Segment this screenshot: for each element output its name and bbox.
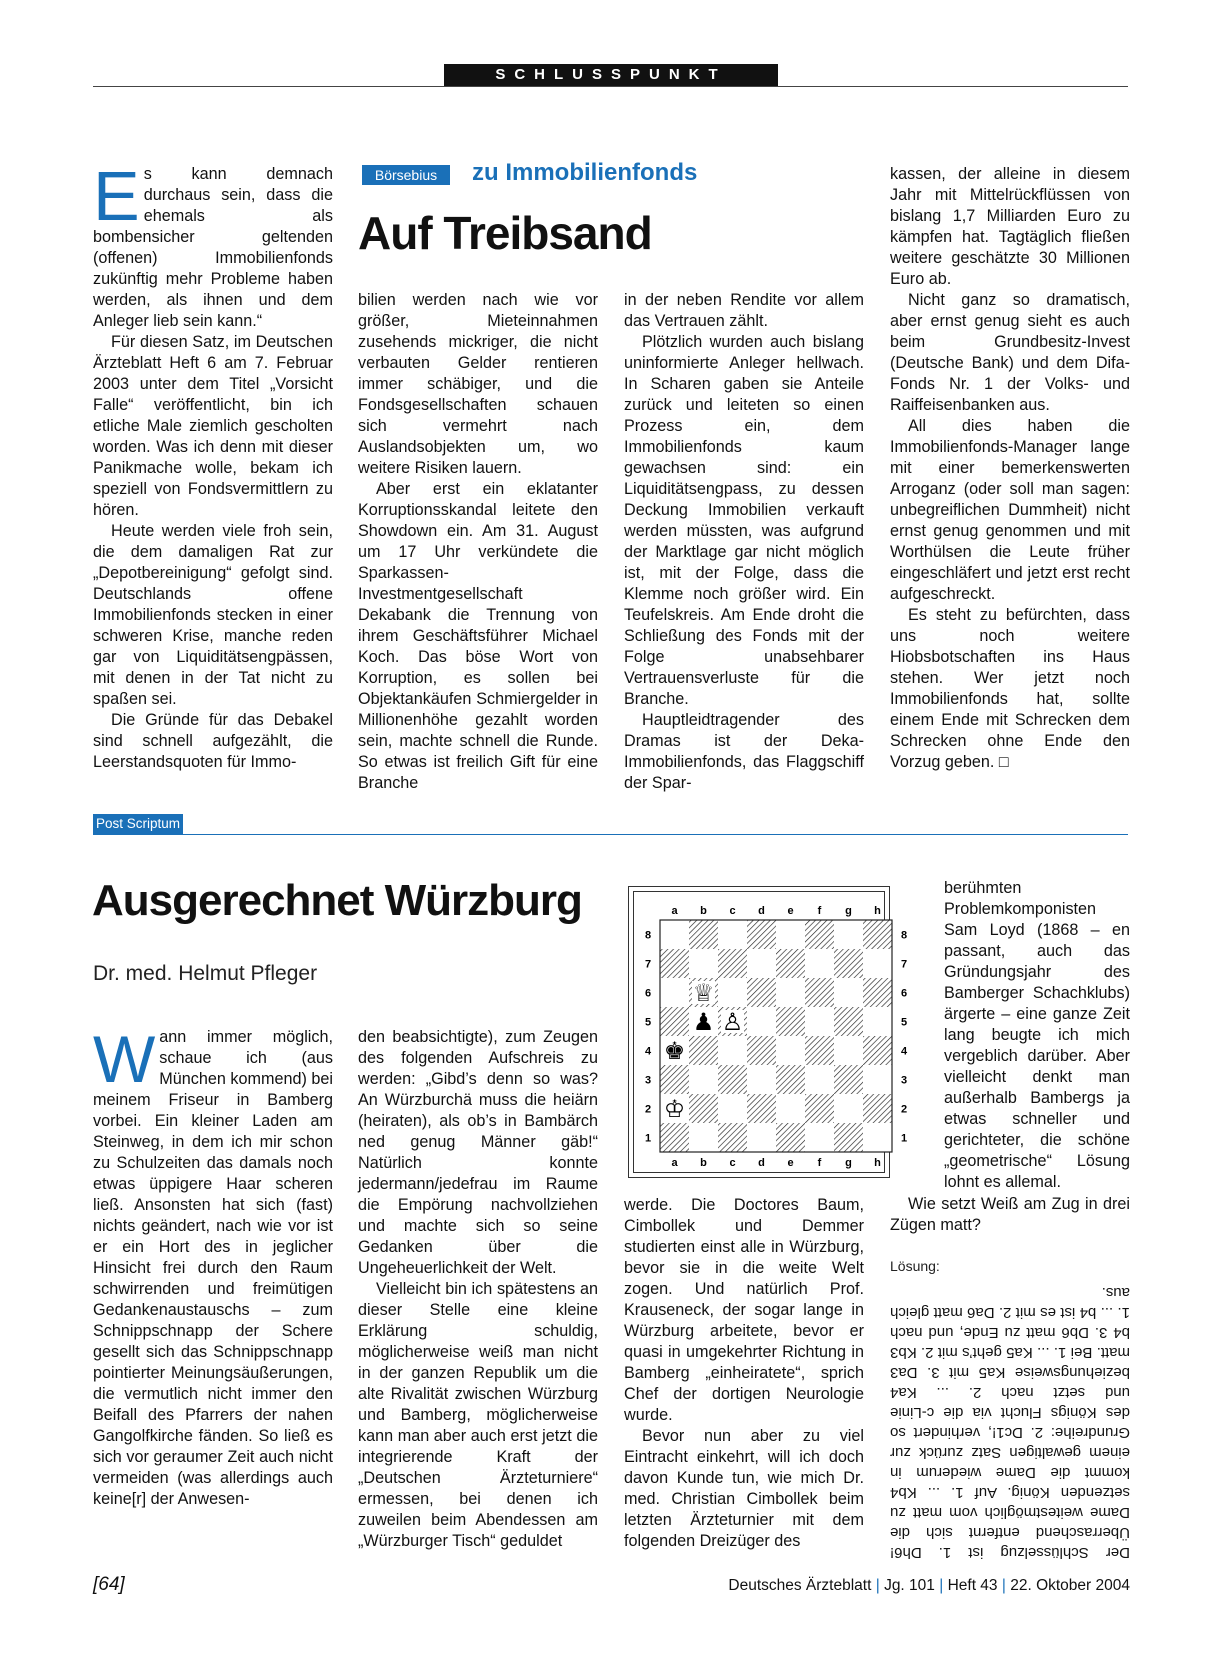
article1-col1	[93, 157, 333, 773]
footer-volume: Jg. 101	[884, 1577, 935, 1594]
footer-date: 22. Oktober 2004	[1010, 1577, 1130, 1594]
board-square	[863, 1007, 892, 1036]
board-square	[776, 949, 805, 978]
paragraph: berühmten Problemkomponisten Sam Loyd (1868 – en passant, auch das Gründungsjahr des Bamberger Schachklubs) ärgerte – eine ganze Zeit lang beugte ich mich vergeblich darüber. Aber vielleicht denkt man außerhalb Bambergs ja etwas schneller und gerichteter, die schöne „geometrische“ Lösung lohnt es allemal.	[944, 879, 1130, 1191]
article2-rule	[93, 834, 1128, 835]
footer-issue: Heft 43	[947, 1577, 998, 1594]
board-square	[689, 1094, 718, 1123]
board-square	[718, 1065, 747, 1094]
board-square	[660, 1065, 689, 1094]
paragraph: Nicht ganz so dramatisch, aber ernst genug sieht es auch beim Grundbesitz-Invest (Deutsche Bank) und dem Difa-Fonds Nr. 1 der Volks- und Raiffeisenbanken aus.	[890, 291, 1130, 414]
rank-label: 2	[644, 1103, 652, 1116]
article1-kicker: zu Immobilienfonds	[472, 159, 698, 186]
board-square	[660, 920, 689, 949]
white-king-icon: ♔	[663, 1095, 686, 1123]
solution-label: Lösung:	[890, 1258, 940, 1274]
file-label: d	[758, 905, 765, 917]
file-label: c	[729, 1157, 736, 1169]
board-square	[805, 1065, 834, 1094]
paragraph: in der neben Rendite vor allem das Vertrauen zählt.	[624, 291, 864, 330]
file-label: d	[758, 1157, 765, 1169]
board-square	[747, 1123, 776, 1152]
board-square	[776, 920, 805, 949]
board-square	[747, 1007, 776, 1036]
footer-sep: |	[1001, 1577, 1011, 1594]
footer-journal: Deutsches Ärzteblatt	[728, 1577, 872, 1594]
board-square	[834, 1123, 863, 1152]
paragraph: werde. Die Doctores Baum, Cimbollek und Demmer studierten einst alle in Würzburg, bevor sie in die weite Welt zogen. Und natürlich Prof. Krauseneck, der sogar lange in Würzburg arbeitete, bevor er quasi in umgekehrter Richtung in Bamberg „einheiratete“, sprich Chef der dortigen Neurologie wurde.	[624, 1196, 864, 1424]
board-square	[660, 1007, 689, 1036]
paragraph: Wie setzt Weiß am Zug in drei Zügen matt?	[890, 1195, 1130, 1234]
rank-label: 3	[900, 1074, 908, 1087]
paragraph: Plötzlich wurden auch bislang uninformierte Anleger hellwach. In Scharen gaben sie Anteile zurück und leiteten so einen Prozess ein, dem Immobilienfonds kaum gewachsen sind: ein Liquiditätsengpass, zu dessen Deckung Immobilien verkauft werden müssten, was aufgrund der Marktlage gar nicht möglich ist, mit der Folge, dass die Klemme noch größer wird. Ein Teufelskreis. Am Ende droht die Schließung des Fonds mit der Folge unabsehbarer Vertrauensverluste für die Branche.	[624, 333, 864, 708]
paragraph: Bevor nun aber zu viel Eintracht einkehrt, will ich doch davon Kunde tun, wie mich Dr. med. Christian Cimbollek beim letzten Ärzteturnier mit dem folgenden Dreizüger des	[624, 1427, 864, 1550]
board-square	[776, 1123, 805, 1152]
board-square	[776, 1007, 805, 1036]
rank-label: 8	[900, 929, 908, 942]
paragraph: Aber erst ein eklatanter Korruptionsskandal leitete den Showdown ein. Am 31. August um 17 Uhr verkündete die Sparkassen-Investmentgesellschaft Dekabank die Trennung von ihrem Geschäftsführer Michael Koch. Das böse Wort von Korruption, es sollen bei Objektankäufen Schmiergelder in Millionenhöhe gezahlt worden sein, machte schnell die Runde. So etwas ist freilich Gift für eine Branche	[358, 480, 598, 792]
board-square	[863, 1094, 892, 1123]
board-square	[660, 949, 689, 978]
paragraph: Es steht zu befürchten, dass uns noch weitere Hiobsbotschaften ins Haus stehen. Wer jetzt noch Immobilienfonds hat, sollte einem Ende mit Schrecken dem Schrecken ohne Ende den Vorzug geben. □	[890, 606, 1130, 771]
rank-label: 7	[900, 958, 908, 971]
board-square	[805, 949, 834, 978]
article1-col3	[624, 290, 864, 794]
file-label: h	[874, 905, 881, 917]
rank-label: 7	[644, 958, 652, 971]
white-pawn-icon: ♙	[721, 1008, 744, 1036]
board-square	[834, 1036, 863, 1065]
board-square	[660, 1123, 689, 1152]
file-label: c	[729, 905, 736, 917]
board-square	[718, 949, 747, 978]
file-label: g	[845, 905, 852, 917]
board-square	[747, 949, 776, 978]
file-label: a	[671, 905, 678, 917]
article2-author: Dr. med. Helmut Pfleger	[93, 962, 318, 985]
rank-label: 4	[644, 1045, 652, 1058]
rank-label: 6	[644, 987, 652, 1000]
rank-label: 8	[644, 929, 652, 942]
board-square	[718, 920, 747, 949]
board-square	[834, 1065, 863, 1094]
board-square	[805, 1036, 834, 1065]
article2-dropcap: W	[93, 1022, 156, 1096]
file-label: e	[787, 1157, 794, 1169]
file-label: f	[817, 905, 822, 917]
board-square	[689, 920, 718, 949]
article2-col2	[358, 1027, 598, 1552]
board-square	[805, 1123, 834, 1152]
solution-text-upside-down: Der Schlüsselzug ist 1. Dh6! Überraschend entfernt sich die Dame weitestmöglich vom matt zu setzenden König. Auf 1. ... Kb4 kommt die Dame wiederum in einem gewaltigen Satz zurück zur Grundreihe: 2. Dc1!, verhindert so des Königs Flucht via die c-Linie und setzt nach 2. ... Ka4 beziehungsweise Ka5 mit 3. Da3 matt. Bei 1. ... Ka5 geht’s mit 2. Kb3 b4 3. Db6 matt zu Ende, und nach 1. ... b4 ist es mit 2. Da6 matt gleich aus.	[890, 1284, 1130, 1561]
board-square	[805, 978, 834, 1007]
board-square	[747, 920, 776, 949]
section-header	[444, 64, 778, 86]
paragraph: Vielleicht bin ich spätestens an dieser Stelle eine kleine Erklärung schuldig, möglicherweise weiß man nicht in der ganzen Republik um die alte Rivalität zwischen Würzburg und Bamberg, möglicherweise kann man aber auch erst jetzt die integrierende Kraft der „Deutschen Ärzteturniere“ ermessen, bei denen ich zuweilen beim Abendessen am „Würzburger Tisch“ geduldet	[358, 1280, 598, 1550]
board-square	[834, 949, 863, 978]
article1-col2	[358, 290, 598, 794]
chess-diagram	[628, 886, 908, 1178]
paragraph: All dies haben die Immobilienfonds-Manager lange mit einer bemerkenswerten Arroganz (oder soll man sagen: unbegreiflichen Dummheit) nicht ernst genug genommen und mit Worthülsen die Leute früher eingeschläfert und jetzt erst recht aufgeschreckt.	[890, 417, 1130, 603]
footer-sep: |	[875, 1577, 885, 1594]
section-title: SCHLUSSPUNKT	[495, 66, 727, 83]
black-pawn-icon: ♟	[692, 1008, 715, 1036]
paragraph: Heute werden viele froh sein, die dem damaligen Rat zur „Depotbereinigung“ gefolgt sind. Deutschlands offene Immobilienfonds stecken in einer schweren Krise, manche reden gar von Liquiditätsengpässen, mit denen in der Tat nicht zu spaßen sei.	[93, 522, 333, 708]
board-square	[689, 949, 718, 978]
board-square	[660, 978, 689, 1007]
article2-tag: Post Scriptum	[93, 814, 183, 834]
article2-title: Ausgerechnet Würzburg	[92, 876, 582, 925]
article2-col4	[944, 878, 1130, 1193]
board-square	[863, 949, 892, 978]
board-square	[747, 1065, 776, 1094]
footer-info	[728, 1577, 1130, 1595]
footer-sep: |	[939, 1577, 948, 1594]
article1-dropcap: E	[93, 157, 140, 235]
board-square	[718, 1036, 747, 1065]
article1-col4	[890, 164, 1130, 773]
paragraph: Die Gründe für das Debakel sind schnell aufgezählt, die Leerstandsquoten für Immo-	[93, 711, 333, 771]
board-square	[776, 1036, 805, 1065]
board-square	[834, 1007, 863, 1036]
board-square	[718, 978, 747, 1007]
paragraph: bilien werden nach wie vor größer, Mieteinnahmen zusehends mickriger, die nicht verbauten Gelder rentieren immer schäbiger, und die Fondsgesellschaften schauen sich vermehrt nach Auslandsobjekten um, wo weitere Risiken lauern.	[358, 291, 598, 477]
board-square	[805, 1094, 834, 1123]
chess-diagram-frame	[633, 891, 908, 1173]
board-square	[718, 1094, 747, 1123]
article1-title: Auf Treibsand	[358, 207, 652, 259]
paragraph: kassen, der alleine in diesem Jahr mit Mittelrückflüssen von bislang 1,7 Milliarden Euro zu kämpfen hat. Tagtäglich fließen weitere geschätzte 30 Millionen Euro ab.	[890, 165, 1130, 288]
article2-question	[890, 1194, 1130, 1236]
board-square	[805, 920, 834, 949]
paragraph: den beabsichtigte), zum Zeugen des folgenden Aufschreis zu werden: „Gibd’s denn so was? An Würzburchä muss die heiärn (heiraten), als ob’s in Bambärch ned genug Männer gäb!“ Natürlich konnte jedermann/jedefrau im Raume die Empörung nachvollziehen und machte sich so seine Gedanken über die Ungeheuerlichkeit der Welt.	[358, 1028, 598, 1277]
board-square	[863, 1036, 892, 1065]
header-rule	[93, 86, 1128, 87]
page-number: [64]	[93, 1574, 125, 1595]
board-square	[689, 1065, 718, 1094]
file-label: e	[787, 905, 794, 917]
board-square	[776, 1065, 805, 1094]
black-king-icon: ♚	[663, 1037, 686, 1065]
file-label: b	[700, 905, 707, 917]
board-square	[863, 1123, 892, 1152]
board-square	[689, 1036, 718, 1065]
article2-col3	[624, 1195, 864, 1552]
rank-label: 6	[900, 987, 908, 1000]
board-square	[747, 1036, 776, 1065]
file-label: h	[874, 1157, 881, 1169]
board-square	[747, 978, 776, 1007]
board-square	[834, 1094, 863, 1123]
board-square	[834, 920, 863, 949]
board-square	[718, 1123, 747, 1152]
file-label: f	[817, 1157, 822, 1169]
board-square	[834, 978, 863, 1007]
rank-label: 1	[900, 1132, 908, 1145]
board-square	[776, 1094, 805, 1123]
file-label: a	[671, 1157, 678, 1169]
paragraph: ann immer möglich, schaue ich (aus München kommend) bei meinem Friseur in Bamberg vorbei. Ein kleiner Laden am Steinweg, in dem ich mir schon zu Schulzeiten das damals noch etwas üppigere Haar scheren ließ. Ansonsten hat sich (fast) nichts geändert, nach wie vor ist er ein Hort des in jeglicher Hinsicht frei durch den Raum schwirrenden und freimütigen Gedankenaustauschs – zum Schnippschnapp der Schere gesellt sich das Schnippschnapp pointierter Meinungsäußerungen, die vermutlich nicht immer den Beifall des Pfarrers der nahen Gangolfkirche fänden. So ließ es sich vor geraumer Zeit auch nicht vermeiden (was allerdings auch keine[r] der Anwesen-	[93, 1028, 333, 1508]
board-square	[747, 1094, 776, 1123]
paragraph: Für diesen Satz, im Deutschen Ärzteblatt Heft 6 am 7. Februar 2003 unter dem Titel „Vorsicht Falle“ veröffentlicht, bin ich etliche Male ziemlich gescholten worden. Was ich denn mit dieser Panikmache wolle, bekam ich speziell von Fondsvermittlern zu hören.	[93, 333, 333, 519]
rank-label: 5	[900, 1016, 908, 1029]
rank-label: 4	[900, 1045, 908, 1058]
board-square	[863, 1065, 892, 1094]
board-square	[863, 978, 892, 1007]
board-square	[805, 1007, 834, 1036]
article1-tag: Börsebius	[362, 165, 450, 185]
file-label: b	[700, 1157, 707, 1169]
file-label: g	[845, 1157, 852, 1169]
white-queen-icon: ♕	[692, 979, 715, 1007]
rank-label: 2	[900, 1103, 908, 1116]
article2-col1	[93, 1022, 333, 1510]
rank-label: 1	[644, 1132, 652, 1145]
paragraph: Hauptleidtragender des Dramas ist der Deka-Immobilienfonds, das Flaggschiff der Spar-	[624, 711, 864, 792]
rank-label: 3	[644, 1074, 652, 1087]
chess-board	[634, 892, 908, 1172]
paragraph: s kann demnach durchaus sein, dass die ehemals als bombensicher geltenden (offenen) Immobilienfonds zukünftig mehr Probleme haben werden, als ihnen und dem Anleger lieb sein kann.“	[93, 165, 333, 330]
board-square	[776, 978, 805, 1007]
board-square	[863, 920, 892, 949]
rank-label: 5	[644, 1016, 652, 1029]
board-square	[689, 1123, 718, 1152]
